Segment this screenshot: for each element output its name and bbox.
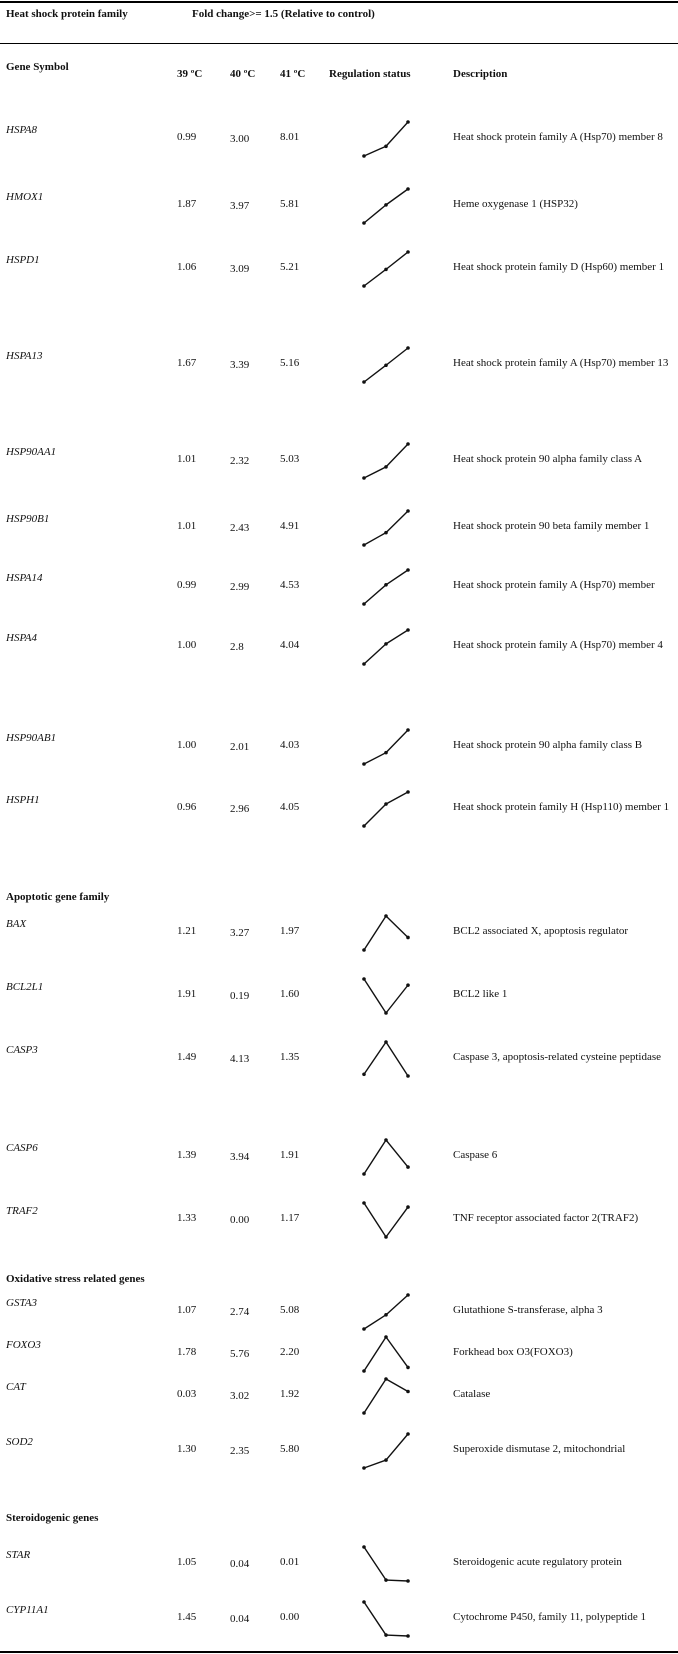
gene-symbol: STAR bbox=[6, 1549, 31, 1561]
sparkline-segment bbox=[364, 146, 386, 156]
sparkline-point bbox=[362, 662, 366, 666]
sparkline-point bbox=[406, 1074, 410, 1078]
sparkline-point bbox=[362, 1327, 366, 1331]
sparkline-segment bbox=[364, 1460, 386, 1468]
value-39c: 1.67 bbox=[177, 357, 197, 369]
value-39c: 1.45 bbox=[177, 1611, 197, 1623]
value-39c: 1.07 bbox=[177, 1304, 197, 1316]
section-title: Oxidative stress related genes bbox=[6, 1273, 145, 1285]
value-41c: 4.03 bbox=[280, 739, 300, 751]
gene-symbol: GSTA3 bbox=[6, 1297, 37, 1309]
regulation-sparkline bbox=[361, 1200, 411, 1240]
sparkline-point bbox=[384, 1040, 388, 1044]
regulation-sparkline bbox=[361, 186, 411, 226]
sparkline-segment bbox=[386, 1434, 408, 1460]
gene-description: Heat shock protein 90 alpha family class B bbox=[453, 739, 643, 751]
value-39c: 1.78 bbox=[177, 1346, 197, 1358]
value-41c: 5.81 bbox=[280, 198, 300, 210]
sparkline-point bbox=[406, 346, 410, 350]
sparkline-point bbox=[384, 268, 388, 272]
sparkline-point bbox=[362, 1466, 366, 1470]
sparkline-point bbox=[384, 751, 388, 755]
section-title: Steroidogenic genes bbox=[6, 1512, 99, 1524]
sparkline-point bbox=[362, 1369, 366, 1373]
gene-symbol: HSPA13 bbox=[6, 350, 43, 362]
sparkline-point bbox=[406, 728, 410, 732]
gene-symbol: FOXO3 bbox=[6, 1339, 41, 1351]
regulation-sparkline bbox=[361, 1292, 411, 1332]
gene-symbol: BCL2L1 bbox=[6, 981, 44, 993]
value-41c: 1.92 bbox=[280, 1388, 300, 1400]
gene-symbol: HSP90B1 bbox=[6, 513, 50, 525]
gene-symbol: HSPD1 bbox=[6, 254, 40, 266]
sparkline-point bbox=[362, 221, 366, 225]
value-39c: 1.01 bbox=[177, 520, 197, 532]
col-description: Description bbox=[453, 68, 508, 80]
gene-symbol: CAT bbox=[6, 1381, 26, 1393]
gene-symbol: TRAF2 bbox=[6, 1205, 38, 1217]
regulation-sparkline bbox=[361, 913, 411, 953]
sparkline-segment bbox=[364, 916, 386, 950]
gene-description: Steroidogenic acute regulatory protein bbox=[453, 1556, 622, 1568]
value-39c: 0.99 bbox=[177, 131, 197, 143]
gene-description: Superoxide dismutase 2, mitochondrial bbox=[453, 1443, 626, 1455]
sparkline-point bbox=[406, 120, 410, 124]
sparkline-point bbox=[406, 250, 410, 254]
sparkline-point bbox=[362, 154, 366, 158]
sparkline-point bbox=[362, 476, 366, 480]
sparkline-segment bbox=[386, 348, 408, 365]
value-39c: 1.39 bbox=[177, 1149, 197, 1161]
value-40c: 2.99 bbox=[230, 581, 250, 593]
gene-description: Cytochrome P450, family 11, polypeptide 1 bbox=[453, 1611, 646, 1623]
gene-description: Heme oxygenase 1 (HSP32) bbox=[453, 198, 578, 210]
sparkline-segment bbox=[386, 570, 408, 585]
sparkline-segment bbox=[364, 753, 386, 764]
value-40c: 0.04 bbox=[230, 1558, 250, 1570]
value-39c: 1.01 bbox=[177, 453, 197, 465]
value-41c: 4.04 bbox=[280, 639, 300, 651]
sparkline-segment bbox=[386, 189, 408, 205]
sparkline-point bbox=[384, 1377, 388, 1381]
gene-symbol: CASP3 bbox=[6, 1044, 38, 1056]
gene-symbol: CASP6 bbox=[6, 1142, 38, 1154]
sparkline-point bbox=[384, 144, 388, 148]
sparkline-point bbox=[406, 1634, 410, 1638]
sparkline-segment bbox=[364, 1547, 386, 1580]
gene-description: Heat shock protein family D (Hsp60) member 1 bbox=[453, 261, 665, 273]
sparkline-segment bbox=[386, 252, 408, 269]
sparkline-point bbox=[362, 977, 366, 981]
gene-description: TNF receptor associated factor 2(TRAF2) bbox=[453, 1212, 639, 1224]
sparkline-point bbox=[384, 1578, 388, 1582]
value-40c: 2.35 bbox=[230, 1445, 250, 1457]
gene-description: Catalase bbox=[453, 1388, 491, 1400]
value-40c: 3.00 bbox=[230, 133, 250, 145]
regulation-sparkline bbox=[361, 345, 411, 385]
sparkline-point bbox=[384, 1138, 388, 1142]
gene-description: Heat shock protein family A (Hsp70) member 8 bbox=[453, 131, 663, 143]
sparkline-segment bbox=[386, 444, 408, 467]
sparkline-point bbox=[384, 203, 388, 207]
sparkline-point bbox=[406, 1205, 410, 1209]
sparkline-point bbox=[384, 1458, 388, 1462]
gene-symbol: SOD2 bbox=[6, 1436, 33, 1448]
regulation-sparkline bbox=[361, 1334, 411, 1374]
regulation-sparkline bbox=[361, 976, 411, 1016]
sparkline-segment bbox=[364, 533, 386, 545]
col-gene-symbol: Gene Symbol bbox=[6, 61, 69, 73]
table-bottom-rule bbox=[0, 1651, 678, 1653]
header-rule bbox=[0, 43, 678, 44]
regulation-sparkline bbox=[361, 1376, 411, 1416]
sparkline-point bbox=[406, 509, 410, 513]
gene-description: Glutathione S-transferase, alpha 3 bbox=[453, 1304, 603, 1316]
sparkline-segment bbox=[386, 1042, 408, 1076]
regulation-sparkline bbox=[361, 1544, 411, 1584]
sparkline-point bbox=[384, 1335, 388, 1339]
family-title: Heat shock protein family bbox=[6, 8, 128, 20]
fold-change-title: Fold change>= 1.5 (Relative to control) bbox=[192, 8, 375, 20]
value-40c: 0.04 bbox=[230, 1613, 250, 1625]
sparkline-segment bbox=[386, 122, 408, 146]
sparkline-segment bbox=[386, 1635, 408, 1636]
value-39c: 1.49 bbox=[177, 1051, 197, 1063]
gene-description: Heat shock protein family A (Hsp70) member 4 bbox=[453, 639, 663, 651]
sparkline-segment bbox=[364, 1337, 386, 1371]
sparkline-segment bbox=[386, 1140, 408, 1167]
sparkline-point bbox=[406, 1432, 410, 1436]
col-41c: 41 ºC bbox=[280, 68, 306, 80]
sparkline-point bbox=[406, 1390, 410, 1394]
value-40c: 3.39 bbox=[230, 359, 250, 371]
value-39c: 1.05 bbox=[177, 1556, 197, 1568]
gene-description: Heat shock protein family A (Hsp70) member bbox=[453, 579, 655, 591]
sparkline-point bbox=[406, 1165, 410, 1169]
sparkline-point bbox=[362, 948, 366, 952]
value-40c: 2.74 bbox=[230, 1306, 250, 1318]
sparkline-point bbox=[406, 983, 410, 987]
value-40c: 3.94 bbox=[230, 1151, 250, 1163]
gene-description: BCL2 associated X, apoptosis regulator bbox=[453, 925, 629, 937]
sparkline-segment bbox=[386, 1337, 408, 1367]
sparkline-point bbox=[384, 1235, 388, 1239]
value-41c: 1.60 bbox=[280, 988, 300, 1000]
gene-description: Heat shock protein family A (Hsp70) member 13 bbox=[453, 357, 669, 369]
sparkline-point bbox=[384, 1011, 388, 1015]
gene-description: Caspase 3, apoptosis-related cysteine peptidase bbox=[453, 1051, 662, 1063]
value-40c: 4.13 bbox=[230, 1053, 250, 1065]
gene-symbol: CYP11A1 bbox=[6, 1604, 49, 1616]
sparkline-point bbox=[406, 187, 410, 191]
sparkline-segment bbox=[386, 916, 408, 937]
sparkline-segment bbox=[364, 644, 386, 664]
value-40c: 3.27 bbox=[230, 927, 250, 939]
value-41c: 0.01 bbox=[280, 1556, 300, 1568]
regulation-sparkline bbox=[361, 119, 411, 159]
gene-symbol: HSP90AB1 bbox=[6, 732, 57, 744]
sparkline-point bbox=[384, 363, 388, 367]
sparkline-segment bbox=[364, 1315, 386, 1329]
regulation-sparkline bbox=[361, 567, 411, 607]
sparkline-segment bbox=[386, 1580, 408, 1581]
sparkline-point bbox=[406, 628, 410, 632]
section-title: Apoptotic gene family bbox=[6, 891, 110, 903]
value-41c: 5.80 bbox=[280, 1443, 300, 1455]
regulation-sparkline bbox=[361, 508, 411, 548]
sparkline-point bbox=[362, 380, 366, 384]
sparkline-segment bbox=[364, 1140, 386, 1174]
regulation-sparkline bbox=[361, 441, 411, 481]
value-41c: 2.20 bbox=[280, 1346, 300, 1358]
sparkline-segment bbox=[386, 985, 408, 1013]
value-39c: 1.06 bbox=[177, 261, 197, 273]
sparkline-segment bbox=[364, 467, 386, 478]
regulation-sparkline bbox=[361, 1137, 411, 1177]
regulation-sparkline bbox=[361, 727, 411, 767]
sparkline-point bbox=[362, 284, 366, 288]
gene-description: Heat shock protein family H (Hsp110) member 1 bbox=[453, 801, 670, 813]
regulation-sparkline bbox=[361, 789, 411, 829]
gene-symbol: HSP90AA1 bbox=[6, 446, 57, 458]
value-40c: 5.76 bbox=[230, 1348, 250, 1360]
gene-symbol: HMOX1 bbox=[6, 191, 44, 203]
sparkline-segment bbox=[386, 1379, 408, 1392]
sparkline-segment bbox=[364, 1042, 386, 1074]
col-39c: 39 ºC bbox=[177, 68, 203, 80]
sparkline-segment bbox=[386, 1295, 408, 1315]
value-40c: 2.43 bbox=[230, 522, 250, 534]
regulation-sparkline bbox=[361, 627, 411, 667]
sparkline-point bbox=[362, 1411, 366, 1415]
sparkline-segment bbox=[386, 630, 408, 644]
sparkline-point bbox=[362, 1072, 366, 1076]
sparkline-segment bbox=[386, 511, 408, 533]
sparkline-point bbox=[406, 442, 410, 446]
sparkline-point bbox=[384, 1633, 388, 1637]
value-39c: 1.30 bbox=[177, 1443, 197, 1455]
sparkline-segment bbox=[364, 365, 386, 382]
sparkline-point bbox=[406, 1366, 410, 1370]
value-41c: 1.35 bbox=[280, 1051, 300, 1063]
sparkline-segment bbox=[364, 804, 386, 826]
gene-description: Forkhead box O3(FOXO3) bbox=[453, 1346, 573, 1358]
gene-description: Caspase 6 bbox=[453, 1149, 498, 1161]
sparkline-segment bbox=[386, 792, 408, 804]
gene-description: Heat shock protein 90 beta family member 1 bbox=[453, 520, 650, 532]
value-40c: 3.02 bbox=[230, 1390, 250, 1402]
sparkline-segment bbox=[364, 1602, 386, 1635]
sparkline-point bbox=[406, 1579, 410, 1583]
col-regulation-status: Regulation status bbox=[329, 68, 411, 80]
value-41c: 4.05 bbox=[280, 801, 300, 813]
value-41c: 5.08 bbox=[280, 1304, 300, 1316]
sparkline-point bbox=[384, 802, 388, 806]
value-39c: 1.87 bbox=[177, 198, 197, 210]
regulation-sparkline bbox=[361, 1039, 411, 1079]
value-41c: 4.91 bbox=[280, 520, 300, 532]
gene-symbol: HSPA4 bbox=[6, 632, 37, 644]
sparkline-point bbox=[362, 824, 366, 828]
table-top-rule bbox=[0, 1, 678, 3]
sparkline-point bbox=[406, 936, 410, 940]
sparkline-point bbox=[406, 790, 410, 794]
regulation-sparkline bbox=[361, 249, 411, 289]
sparkline-segment bbox=[364, 205, 386, 223]
gene-symbol: HSPA8 bbox=[6, 124, 37, 136]
sparkline-point bbox=[362, 1172, 366, 1176]
value-39c: 1.91 bbox=[177, 988, 197, 1000]
value-40c: 2.01 bbox=[230, 741, 250, 753]
regulation-sparkline bbox=[361, 1431, 411, 1471]
sparkline-segment bbox=[386, 1207, 408, 1237]
sparkline-point bbox=[362, 1545, 366, 1549]
value-41c: 1.91 bbox=[280, 1149, 300, 1161]
value-41c: 5.21 bbox=[280, 261, 300, 273]
sparkline-segment bbox=[364, 1203, 386, 1237]
sparkline-point bbox=[362, 1600, 366, 1604]
value-40c: 0.00 bbox=[230, 1214, 250, 1226]
gene-symbol: BAX bbox=[6, 918, 27, 930]
sparkline-point bbox=[362, 543, 366, 547]
sparkline-point bbox=[406, 568, 410, 572]
sparkline-point bbox=[384, 914, 388, 918]
sparkline-point bbox=[362, 602, 366, 606]
value-39c: 0.99 bbox=[177, 579, 197, 591]
value-41c: 8.01 bbox=[280, 131, 300, 143]
gene-description: BCL2 like 1 bbox=[453, 988, 508, 1000]
value-39c: 1.00 bbox=[177, 639, 197, 651]
value-41c: 5.16 bbox=[280, 357, 300, 369]
value-40c: 3.97 bbox=[230, 200, 250, 212]
value-40c: 0.19 bbox=[230, 990, 250, 1002]
sparkline-point bbox=[362, 1201, 366, 1205]
sparkline-segment bbox=[364, 1379, 386, 1413]
value-41c: 5.03 bbox=[280, 453, 300, 465]
regulation-sparkline bbox=[361, 1599, 411, 1639]
value-40c: 2.96 bbox=[230, 803, 250, 815]
value-41c: 1.97 bbox=[280, 925, 300, 937]
sparkline-point bbox=[406, 1293, 410, 1297]
value-39c: 1.00 bbox=[177, 739, 197, 751]
value-39c: 0.96 bbox=[177, 801, 197, 813]
sparkline-segment bbox=[364, 979, 386, 1013]
value-41c: 4.53 bbox=[280, 579, 300, 591]
value-40c: 2.32 bbox=[230, 455, 250, 467]
sparkline-point bbox=[384, 642, 388, 646]
value-39c: 1.33 bbox=[177, 1212, 197, 1224]
value-40c: 3.09 bbox=[230, 263, 250, 275]
value-41c: 1.17 bbox=[280, 1212, 300, 1224]
value-39c: 1.21 bbox=[177, 925, 197, 937]
sparkline-point bbox=[384, 465, 388, 469]
col-40c: 40 ºC bbox=[230, 68, 256, 80]
value-40c: 2.8 bbox=[230, 641, 244, 653]
value-41c: 0.00 bbox=[280, 1611, 300, 1623]
sparkline-point bbox=[384, 1313, 388, 1317]
sparkline-segment bbox=[386, 730, 408, 753]
sparkline-point bbox=[384, 583, 388, 587]
gene-description: Heat shock protein 90 alpha family class A bbox=[453, 453, 643, 465]
gene-symbol: HSPH1 bbox=[6, 794, 40, 806]
sparkline-segment bbox=[364, 269, 386, 286]
sparkline-point bbox=[362, 762, 366, 766]
value-39c: 0.03 bbox=[177, 1388, 197, 1400]
sparkline-point bbox=[384, 531, 388, 535]
gene-symbol: HSPA14 bbox=[6, 572, 43, 584]
sparkline-segment bbox=[364, 585, 386, 604]
